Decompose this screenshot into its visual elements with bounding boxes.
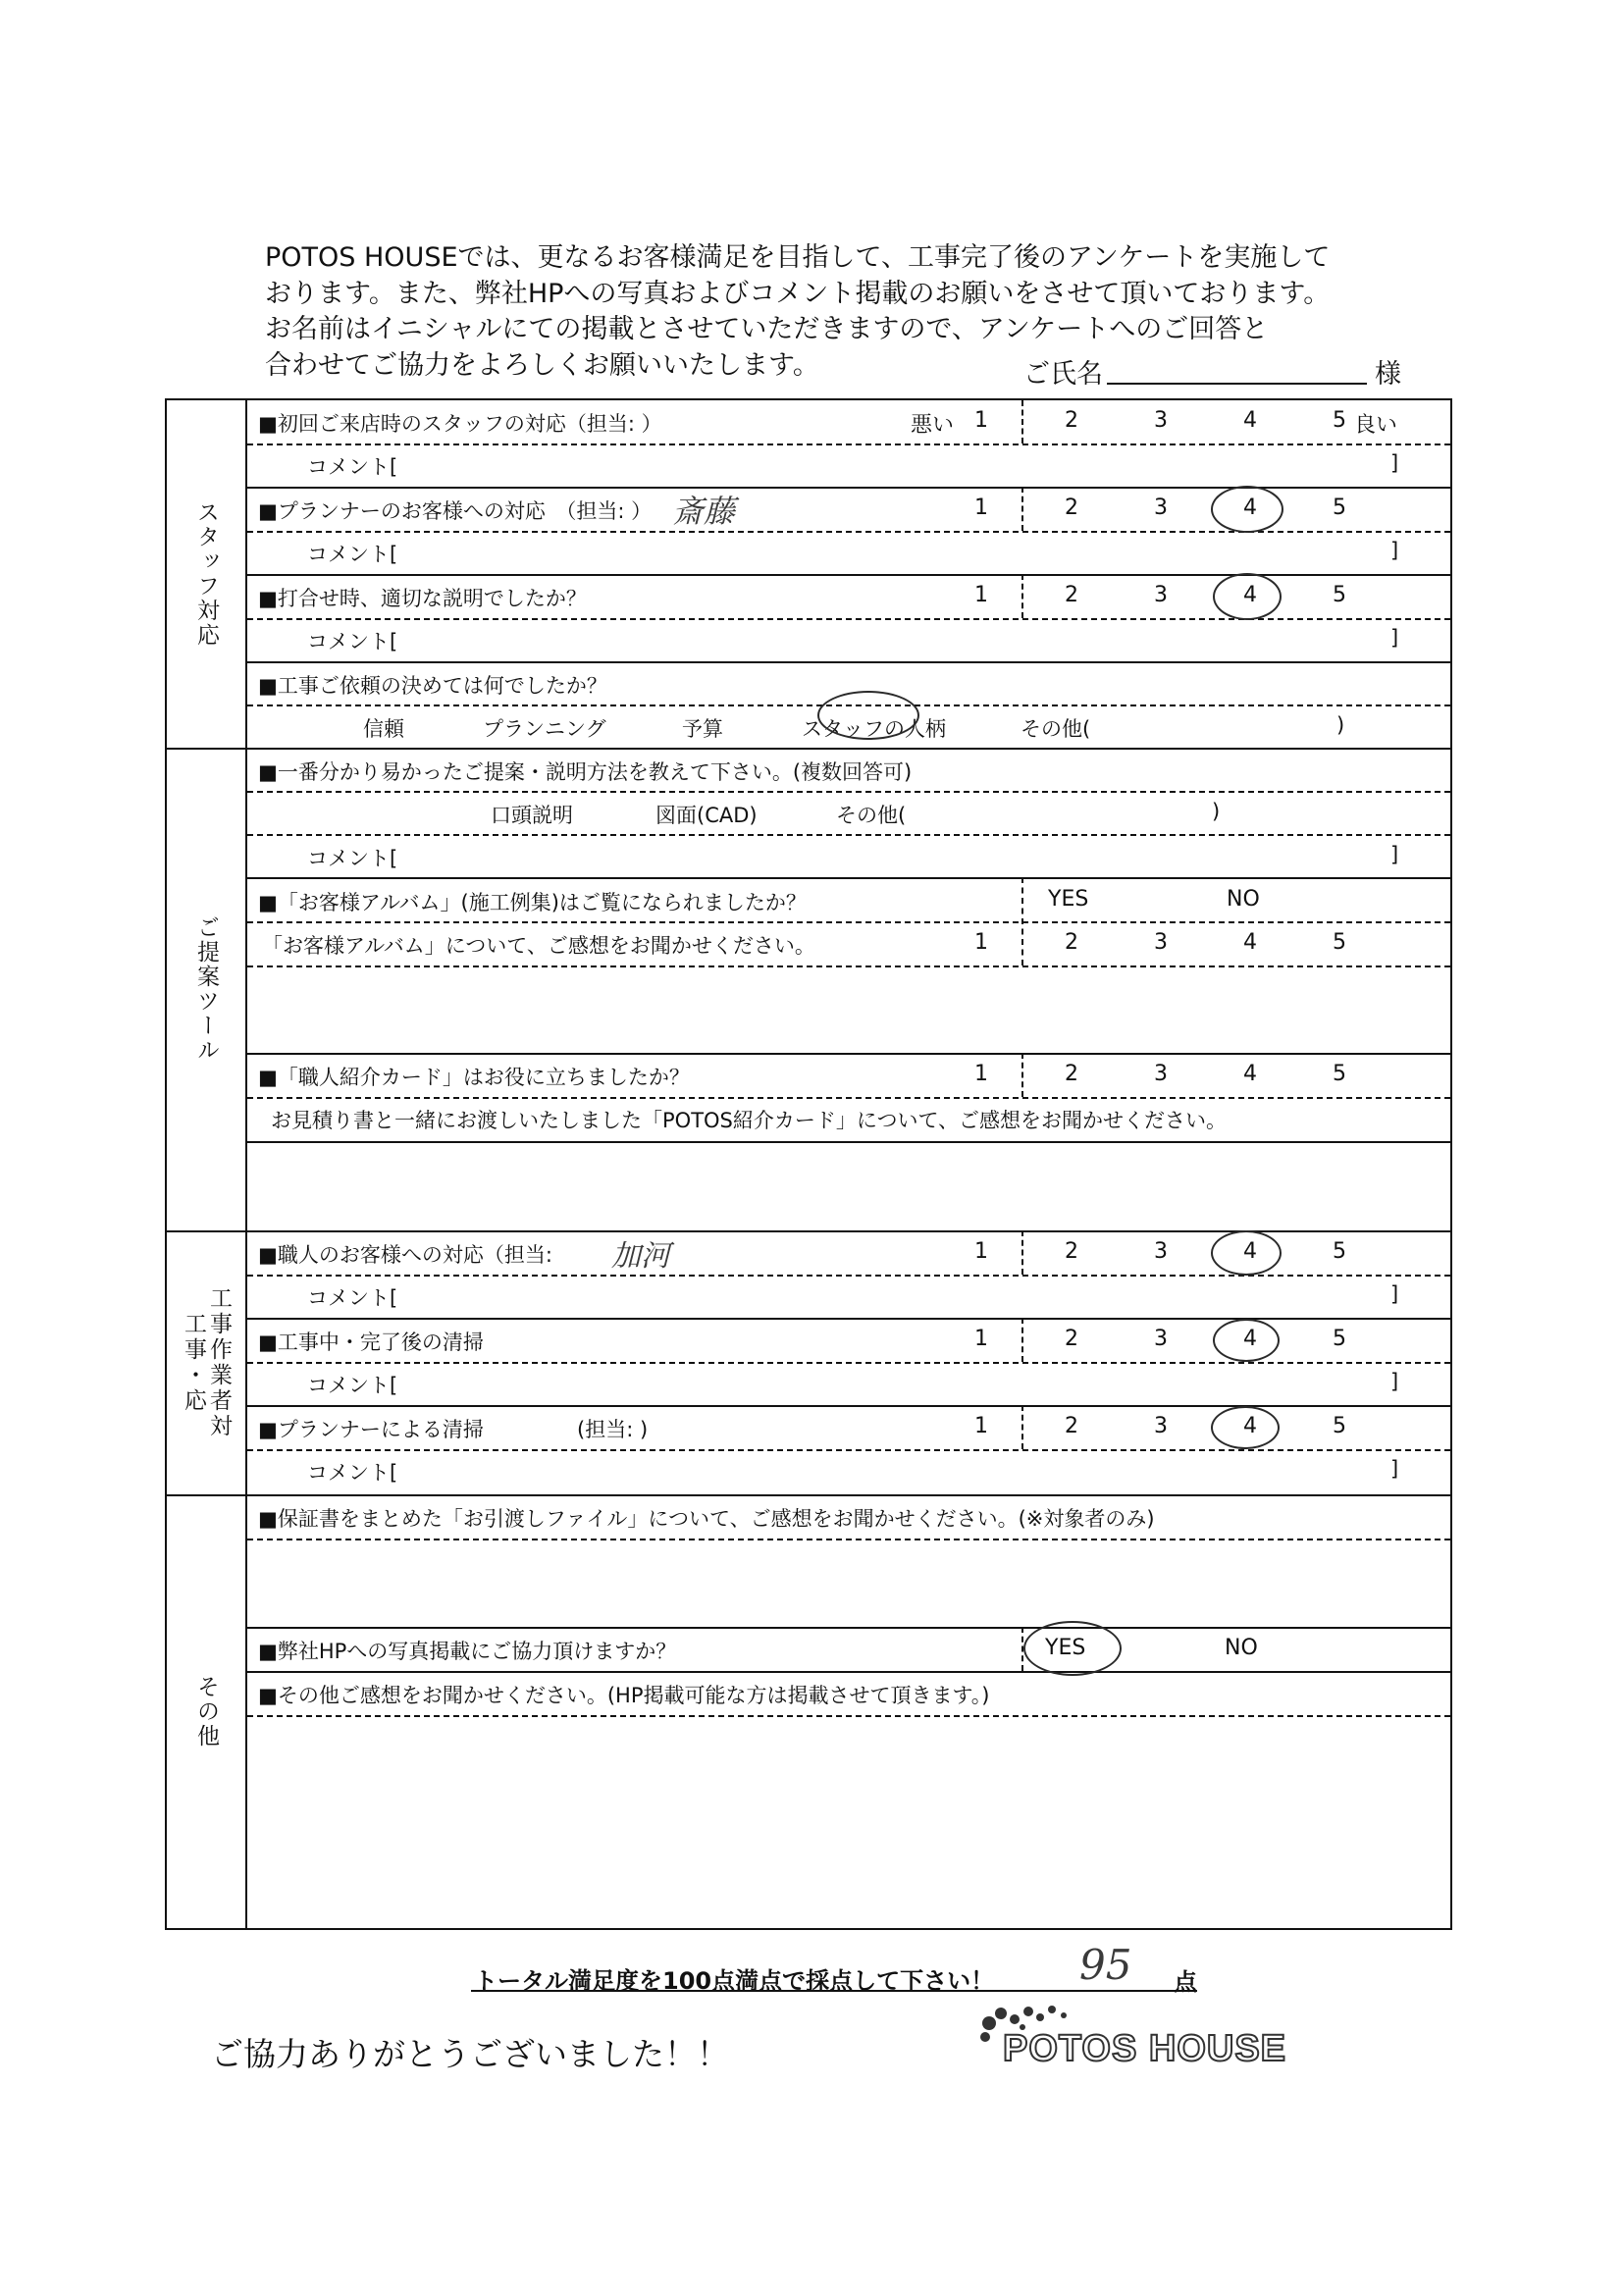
comment-open[interactable]: コメント[ xyxy=(307,1286,398,1310)
comment-open[interactable]: コメント[ xyxy=(307,455,398,479)
column-divider xyxy=(1021,1318,1023,1362)
rating-4[interactable]: 4 xyxy=(1243,1062,1257,1086)
handwritten-total-score[interactable]: 95 xyxy=(1079,1941,1132,1989)
name-field[interactable] xyxy=(1023,352,1401,391)
rating-4[interactable]: 4 xyxy=(1243,1327,1257,1351)
column-divider xyxy=(1021,1405,1023,1449)
question-potos-card-impression: お見積り書と一緒にお渡しいたしました「POTOS紹介カード」について、ご感想をお聞かせください。 xyxy=(271,1109,1228,1132)
column-divider xyxy=(1021,400,1023,444)
column-divider xyxy=(1021,877,1023,965)
rating-3[interactable]: 3 xyxy=(1154,930,1168,955)
selected-circle xyxy=(1023,1621,1122,1676)
rating-2[interactable]: 2 xyxy=(1065,1062,1078,1086)
points-unit: 点 xyxy=(1174,1968,1197,1996)
rating-2[interactable]: 2 xyxy=(1065,1327,1078,1351)
name-label: ご氏名 xyxy=(1023,359,1103,390)
rating-4[interactable]: 4 xyxy=(1243,408,1257,433)
rating-4[interactable]: 4 xyxy=(1243,496,1257,520)
handwritten-craftsman-name: 加河 xyxy=(611,1239,670,1274)
rating-3[interactable]: 3 xyxy=(1154,1062,1168,1086)
question-photo-permission: ■弊社HPへの写真掲載にご協力頂けますか？ xyxy=(258,1640,677,1663)
question-planner-response: ■プランナーのお客様への対応 （担当: ） xyxy=(258,499,653,523)
question-best-method: ■一番分かり易かったご提案・説明方法を教えて下さい。(複数回答可) xyxy=(258,760,913,784)
row-divider xyxy=(247,965,1450,967)
comment-close: ] xyxy=(1390,1282,1399,1306)
row-divider xyxy=(247,1671,1450,1673)
row-divider xyxy=(247,1627,1450,1629)
comment-close: ] xyxy=(1390,539,1399,562)
rating-1[interactable]: 1 xyxy=(974,1327,988,1351)
rating-3[interactable]: 3 xyxy=(1154,408,1168,433)
selected-circle xyxy=(1211,486,1283,533)
rating-2[interactable]: 2 xyxy=(1065,1414,1078,1438)
rating-3[interactable]: 3 xyxy=(1154,1414,1168,1438)
choice-yes[interactable]: YES xyxy=(1045,1636,1086,1660)
choice-no[interactable]: NO xyxy=(1225,1636,1258,1660)
rating-5[interactable]: 5 xyxy=(1333,408,1346,433)
section-proposal-label: ご提案ツール xyxy=(193,915,219,1063)
rating-3[interactable]: 3 xyxy=(1154,496,1168,520)
row-divider xyxy=(247,877,1450,879)
section-staff-label: スタッフ対応 xyxy=(193,500,219,648)
row-divider xyxy=(247,531,1450,533)
column-divider xyxy=(1021,1230,1023,1275)
column-divider xyxy=(1021,1053,1023,1097)
choice-other[interactable]: その他( xyxy=(836,804,907,827)
rating-3[interactable]: 3 xyxy=(1154,1327,1168,1351)
intro-line-1: POTOS HOUSEでは、更なるお客様満足を目指して、工事完了後のアンケートを実施して xyxy=(265,242,1331,273)
score-underline xyxy=(471,1990,1197,1992)
comment-open[interactable]: コメント[ xyxy=(307,1374,398,1397)
rating-5[interactable]: 5 xyxy=(1333,1414,1346,1438)
row-divider xyxy=(247,574,1450,576)
row-divider xyxy=(247,661,1450,663)
rating-4[interactable]: 4 xyxy=(1243,930,1257,955)
row-divider xyxy=(247,1053,1450,1055)
row-divider xyxy=(247,1275,1450,1277)
row-divider xyxy=(247,834,1450,836)
comment-close: ] xyxy=(1390,451,1399,475)
choice-other-close: ) xyxy=(1336,713,1345,737)
rating-4[interactable]: 4 xyxy=(1243,1414,1257,1438)
section-other-label: その他 xyxy=(193,1674,219,1748)
logo-text: POTOS HOUSE xyxy=(1003,2028,1287,2069)
comment-close: ] xyxy=(1390,626,1399,650)
rating-2[interactable]: 2 xyxy=(1065,1239,1078,1264)
column-divider xyxy=(1021,487,1023,531)
section-construction-col1: 工事・応 xyxy=(181,1311,206,1414)
selected-circle xyxy=(1211,1406,1280,1449)
choice-no[interactable]: NO xyxy=(1227,887,1260,912)
rating-5[interactable]: 5 xyxy=(1333,496,1346,520)
rating-4[interactable]: 4 xyxy=(1243,583,1257,607)
row-divider xyxy=(247,1097,1450,1099)
rating-1[interactable]: 1 xyxy=(974,583,988,607)
row-divider xyxy=(247,444,1450,445)
scale-good-label: 良い xyxy=(1354,413,1398,438)
name-blank[interactable] xyxy=(1107,355,1367,385)
handwritten-planner-name: 斎藤 xyxy=(672,493,736,530)
question-album-impression: 「お客様アルバム」について、ご感想をお聞かせください。 xyxy=(262,934,815,958)
question-deciding-factor: ■工事ご依頼の決めては何でしたか？ xyxy=(258,674,607,698)
rating-3[interactable]: 3 xyxy=(1154,1239,1168,1264)
section-other xyxy=(167,1494,247,1928)
choice-planning[interactable]: プランニング xyxy=(483,717,606,741)
choice-yes[interactable]: YES xyxy=(1048,887,1089,912)
total-score-label: トータル満足度を100点満点で採点して下さい！ xyxy=(474,1967,995,1995)
row-divider xyxy=(247,487,1450,489)
name-suffix: 様 xyxy=(1375,359,1401,390)
question-craftsman-card: ■「職人紹介カード」はお役に立ちましたか？ xyxy=(258,1066,690,1089)
rating-1[interactable]: 1 xyxy=(974,1239,988,1264)
rating-4[interactable]: 4 xyxy=(1243,1239,1257,1264)
rating-5[interactable]: 5 xyxy=(1333,583,1346,607)
choice-budget[interactable]: 予算 xyxy=(682,717,723,741)
rating-1[interactable]: 1 xyxy=(974,1414,988,1438)
comment-open[interactable]: コメント[ xyxy=(307,543,398,566)
rating-5[interactable]: 5 xyxy=(1333,930,1346,955)
question-planner-cleaning: ■プランナーによる清掃 xyxy=(258,1418,484,1441)
row-divider xyxy=(247,618,1450,620)
question-explanation: ■打合せ時、適切な説明でしたか？ xyxy=(258,587,587,610)
section-construction-col2: 工事作業者対 xyxy=(206,1285,232,1439)
comment-open[interactable]: コメント[ xyxy=(307,1461,398,1485)
rating-2[interactable]: 2 xyxy=(1065,583,1078,607)
comment-open[interactable]: コメント[ xyxy=(307,630,398,653)
row-divider xyxy=(247,1449,1450,1451)
question-cleaning: ■工事中・完了後の清掃 xyxy=(258,1331,484,1354)
rating-1[interactable]: 1 xyxy=(974,930,988,955)
questionnaire-table xyxy=(165,398,1452,1930)
selected-circle xyxy=(817,691,919,740)
column-divider xyxy=(1021,574,1023,618)
rating-5[interactable]: 5 xyxy=(1333,1327,1346,1351)
rating-2[interactable]: 2 xyxy=(1065,930,1078,955)
planner-cleaning-person: (担当: ) xyxy=(577,1418,649,1441)
choice-staff-personality[interactable]: スタッフの人柄 xyxy=(802,717,946,741)
selected-circle xyxy=(1211,1230,1282,1276)
row-divider xyxy=(247,1318,1450,1320)
rating-1[interactable]: 1 xyxy=(974,408,988,433)
row-divider xyxy=(247,921,1450,923)
rating-1[interactable]: 1 xyxy=(974,1062,988,1086)
rating-2[interactable]: 2 xyxy=(1065,496,1078,520)
row-divider xyxy=(247,1362,1450,1364)
comment-close: ] xyxy=(1390,843,1399,866)
rating-3[interactable]: 3 xyxy=(1154,583,1168,607)
choice-other[interactable]: その他( xyxy=(1021,717,1091,741)
section-divider xyxy=(167,1494,1450,1496)
row-divider xyxy=(247,1539,1450,1540)
rating-5[interactable]: 5 xyxy=(1333,1062,1346,1086)
row-divider xyxy=(247,1405,1450,1407)
comment-close: ] xyxy=(1390,1457,1399,1481)
choice-other-close: ) xyxy=(1212,800,1221,823)
section-staff xyxy=(167,400,247,748)
thank-you-message: ご協力ありがとうございました！！ xyxy=(211,2035,729,2073)
section-divider xyxy=(167,748,1450,750)
potos-house-logo xyxy=(971,2002,1393,2070)
selected-circle xyxy=(1213,1319,1280,1362)
comment-close: ] xyxy=(1390,1370,1399,1393)
question-first-visit: ■初回ご来店時のスタッフの対応（担当: ） xyxy=(258,412,662,436)
question-album-viewed: ■「お客様アルバム」(施工例集)はご覧になられましたか？ xyxy=(258,891,807,914)
question-other-impressions: ■その他ご感想をお聞かせください。(HP掲載可能な方は掲載させて頂きます。) xyxy=(258,1684,990,1707)
question-handover-file: ■保証書をまとめた「お引渡しファイル」について、ご感想をお聞かせください。(※対象者のみ) xyxy=(258,1507,1155,1531)
comment-open[interactable]: コメント[ xyxy=(307,847,398,870)
choice-drawing[interactable]: 図面(CAD) xyxy=(655,804,758,827)
intro-line-3: お名前はイニシャルにての掲載とさせていただきますので、アンケートへのご回答と xyxy=(265,314,1269,344)
choice-verbal[interactable]: 口頭説明 xyxy=(491,804,573,827)
section-construction xyxy=(167,1230,247,1494)
rating-5[interactable]: 5 xyxy=(1333,1239,1346,1264)
row-divider xyxy=(247,1141,1450,1143)
row-divider xyxy=(247,791,1450,793)
intro-line-4: 合わせてご協力をよろしくお願いいたします。 xyxy=(265,349,819,381)
rating-2[interactable]: 2 xyxy=(1065,408,1078,433)
scale-bad-label: 悪い xyxy=(911,413,955,438)
question-craftsman-response: ■職人のお客様への対応（担当: xyxy=(258,1243,552,1267)
selected-circle xyxy=(1213,573,1282,620)
choice-trust[interactable]: 信頼 xyxy=(363,717,404,741)
intro-line-2: おります。また、弊社HPへの写真およびコメント掲載のお願いをさせて頂いております。 xyxy=(265,278,1331,309)
section-proposal xyxy=(167,748,247,1230)
row-divider xyxy=(247,1715,1450,1717)
rating-1[interactable]: 1 xyxy=(974,496,988,520)
